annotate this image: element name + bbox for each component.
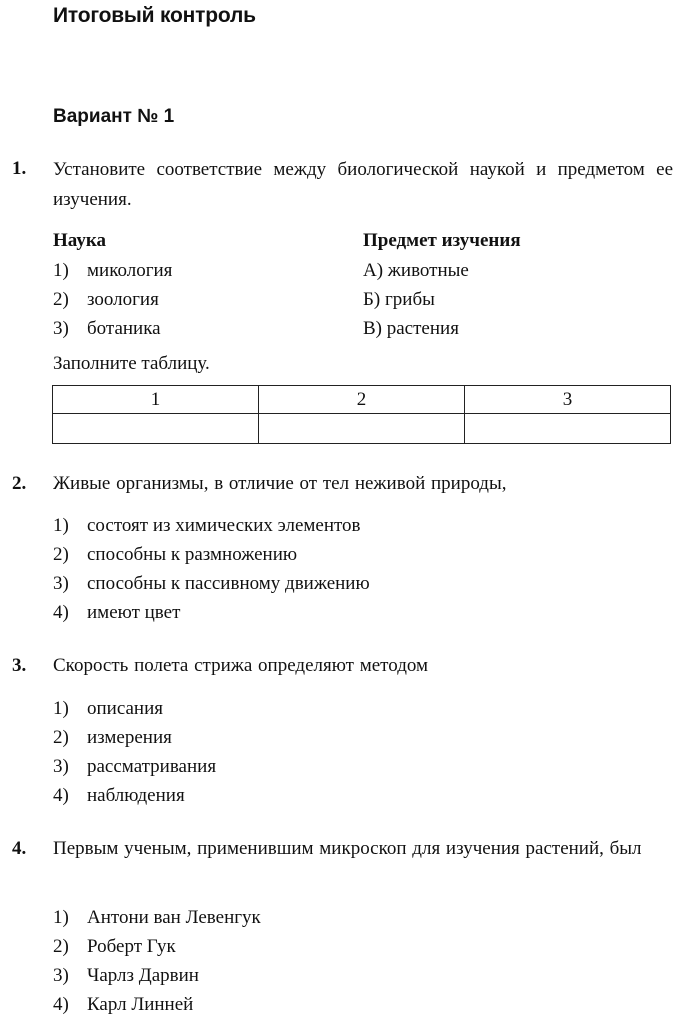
science-item	[53, 289, 159, 311]
option-number: 4)	[53, 602, 69, 623]
question-text-3: Скорость полета стрижа определяют методом	[53, 655, 429, 676]
option-label: наблюдения	[87, 785, 185, 806]
question-number-4: 4.	[12, 838, 27, 859]
option-number: 3)	[53, 573, 69, 594]
science-item-number: 1)	[53, 260, 69, 281]
science-item	[53, 260, 172, 282]
answer-option[interactable]	[53, 965, 199, 987]
option-number: 3)	[53, 965, 69, 986]
option-number: 1)	[53, 698, 69, 719]
answer-option[interactable]	[53, 907, 261, 929]
subject-item: А) животные	[363, 260, 469, 281]
science-item	[53, 318, 161, 340]
answer-option[interactable]	[53, 515, 361, 537]
answer-option[interactable]	[53, 544, 297, 566]
subject-item: В) растения	[363, 318, 459, 339]
subject-column-header: Предмет изучения	[363, 230, 521, 251]
answer-table-header: 3	[465, 386, 671, 414]
option-number: 1)	[53, 907, 69, 928]
science-item-label: зоология	[87, 289, 159, 310]
science-column-header: Наука	[53, 230, 106, 251]
answer-option[interactable]	[53, 936, 176, 958]
option-label: рассматривания	[87, 756, 217, 777]
option-label: Антони ван Левенгук	[87, 907, 261, 928]
answer-option[interactable]	[53, 727, 172, 749]
question-text-1: Установите соответствие между биологической наукой и предметом ее изучения.	[53, 159, 673, 210]
option-label: способны к размножению	[87, 544, 298, 565]
option-label: Роберт Гук	[87, 936, 176, 957]
answer-option[interactable]	[53, 573, 370, 595]
science-item-label: микология	[87, 260, 173, 281]
question-number-3: 3.	[12, 655, 27, 676]
option-number: 1)	[53, 515, 69, 536]
answer-option[interactable]	[53, 602, 180, 624]
answer-cell[interactable]	[465, 414, 671, 444]
answer-cell[interactable]	[53, 414, 259, 444]
page-title: Итоговый контроль	[53, 4, 256, 27]
option-label: Чарлз Дарвин	[87, 965, 199, 986]
answer-option[interactable]	[53, 698, 163, 720]
option-label: способны к пассивному движению	[87, 573, 370, 594]
option-label: измерения	[87, 727, 172, 748]
answer-table-header: 1	[53, 386, 259, 414]
option-label: описания	[87, 698, 164, 719]
answer-option[interactable]	[53, 756, 216, 778]
variant-heading: Вариант № 1	[53, 106, 175, 127]
question-text-4: Первым ученым, применившим микроскоп для изучения растений, был	[53, 838, 642, 859]
question-number-1: 1.	[12, 158, 27, 179]
science-item-number: 3)	[53, 318, 69, 339]
subject-item: Б) грибы	[363, 289, 435, 310]
option-label: Карл Линней	[87, 994, 194, 1015]
answer-table	[52, 385, 671, 444]
answer-option[interactable]	[53, 785, 185, 807]
option-number: 4)	[53, 994, 69, 1015]
science-item-label: ботаника	[87, 318, 161, 339]
option-number: 2)	[53, 936, 69, 957]
option-number: 2)	[53, 727, 69, 748]
option-number: 3)	[53, 756, 69, 777]
option-label: состоят из химических элементов	[87, 515, 361, 536]
science-item-number: 2)	[53, 289, 69, 310]
option-number: 4)	[53, 785, 69, 806]
answer-option[interactable]	[53, 994, 193, 1016]
question-text-2: Живые организмы, в отличие от тел неживой природы,	[53, 473, 507, 494]
answer-cell[interactable]	[259, 414, 465, 444]
option-number: 2)	[53, 544, 69, 565]
option-label: имеют цвет	[87, 602, 181, 623]
fill-table-instruction: Заполните таблицу.	[53, 353, 210, 374]
answer-table-header: 2	[259, 386, 465, 414]
question-number-2: 2.	[12, 473, 27, 494]
